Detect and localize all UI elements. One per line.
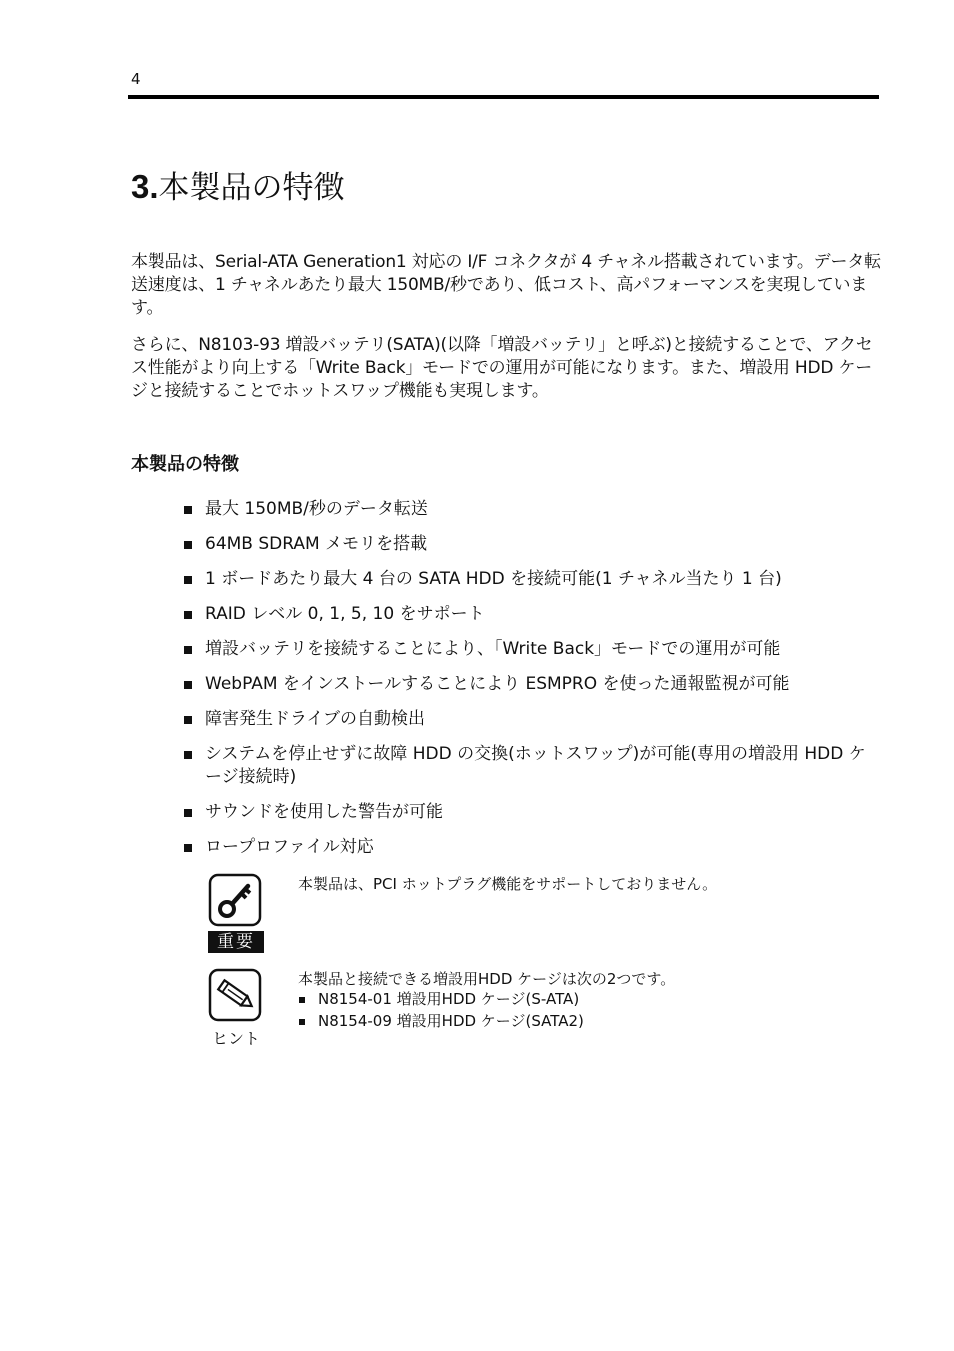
section-title-text: 本製品の特徴	[158, 170, 345, 206]
intro-paragraph-2: さらに、N8103-93 増設バッテリ(SATA)(以降「増設バッテリ」と呼ぶ)と接続することで、アクセス性能がより向上する「Write Back」モードでの運用が可能になります。また、増設用 HDD ケージと接続することでホットスワップ機能も実現します。	[131, 335, 873, 401]
list-item: ロープロファイル対応	[184, 836, 874, 859]
list-item: 最大 150MB/秒のデータ転送	[184, 498, 874, 521]
features-heading: 本製品の特徴	[131, 454, 239, 475]
list-item: 64MB SDRAM メモリを搭載	[184, 533, 874, 556]
key-icon	[208, 873, 262, 927]
bullet-icon	[184, 646, 192, 654]
bullet-icon	[184, 541, 192, 549]
intro-paragraph-1: 本製品は、Serial-ATA Generation1 対応の I/F コネクタが 4 チャネル搭載されています。データ転送速度は、1 チャネルあたり最大 150MB/秒であり、低コスト、高パフォーマンスを実現しています。	[131, 252, 881, 318]
bullet-icon	[184, 751, 192, 759]
bullet-icon	[184, 611, 192, 619]
list-item: 障害発生ドライブの自動検出	[184, 708, 874, 731]
list-item: N8154-09 増設用HDD ケージ(SATA2)	[298, 1010, 584, 1032]
list-item: 1 ボードあたり最大 4 台の SATA HDD を接続可能(1 チャネル当たり 1 台)	[184, 568, 874, 591]
features-list	[184, 498, 874, 871]
hint-list	[298, 988, 584, 1032]
bullet-icon	[184, 716, 192, 724]
bullet-icon	[184, 506, 192, 514]
section-title	[131, 162, 345, 207]
hint-label: ヒント	[211, 1029, 260, 1048]
list-item: サウンドを使用した警告が可能	[184, 801, 874, 824]
page-number: 4	[131, 70, 141, 88]
list-item: N8154-01 増設用HDD ケージ(S-ATA)	[298, 988, 584, 1010]
list-item: システムを停止せずに故障 HDD の交換(ホットスワップ)が可能(専用の増設用 HDD ケージ接続時)	[184, 743, 874, 789]
bullet-icon	[184, 844, 192, 852]
important-note-text: 本製品は、PCI ホットプラグ機能をサポートしておりません。	[298, 875, 718, 893]
bullet-icon	[299, 1019, 305, 1025]
important-label: 重要	[208, 931, 264, 953]
header-rule	[128, 95, 879, 99]
pencil-icon	[208, 968, 262, 1022]
list-item: WebPAM をインストールすることにより ESMPRO を使った通報監視が可能	[184, 673, 874, 696]
hint-note-text: 本製品と接続できる増設用HDD ケージは次の2つです。	[298, 970, 676, 988]
section-number: 3.	[131, 168, 159, 205]
bullet-icon	[184, 809, 192, 817]
bullet-icon	[299, 997, 305, 1003]
list-item: RAID レベル 0, 1, 5, 10 をサポート	[184, 603, 874, 626]
list-item: 増設バッテリを接続することにより、「Write Back」モードでの運用が可能	[184, 638, 874, 661]
bullet-icon	[184, 576, 192, 584]
bullet-icon	[184, 681, 192, 689]
